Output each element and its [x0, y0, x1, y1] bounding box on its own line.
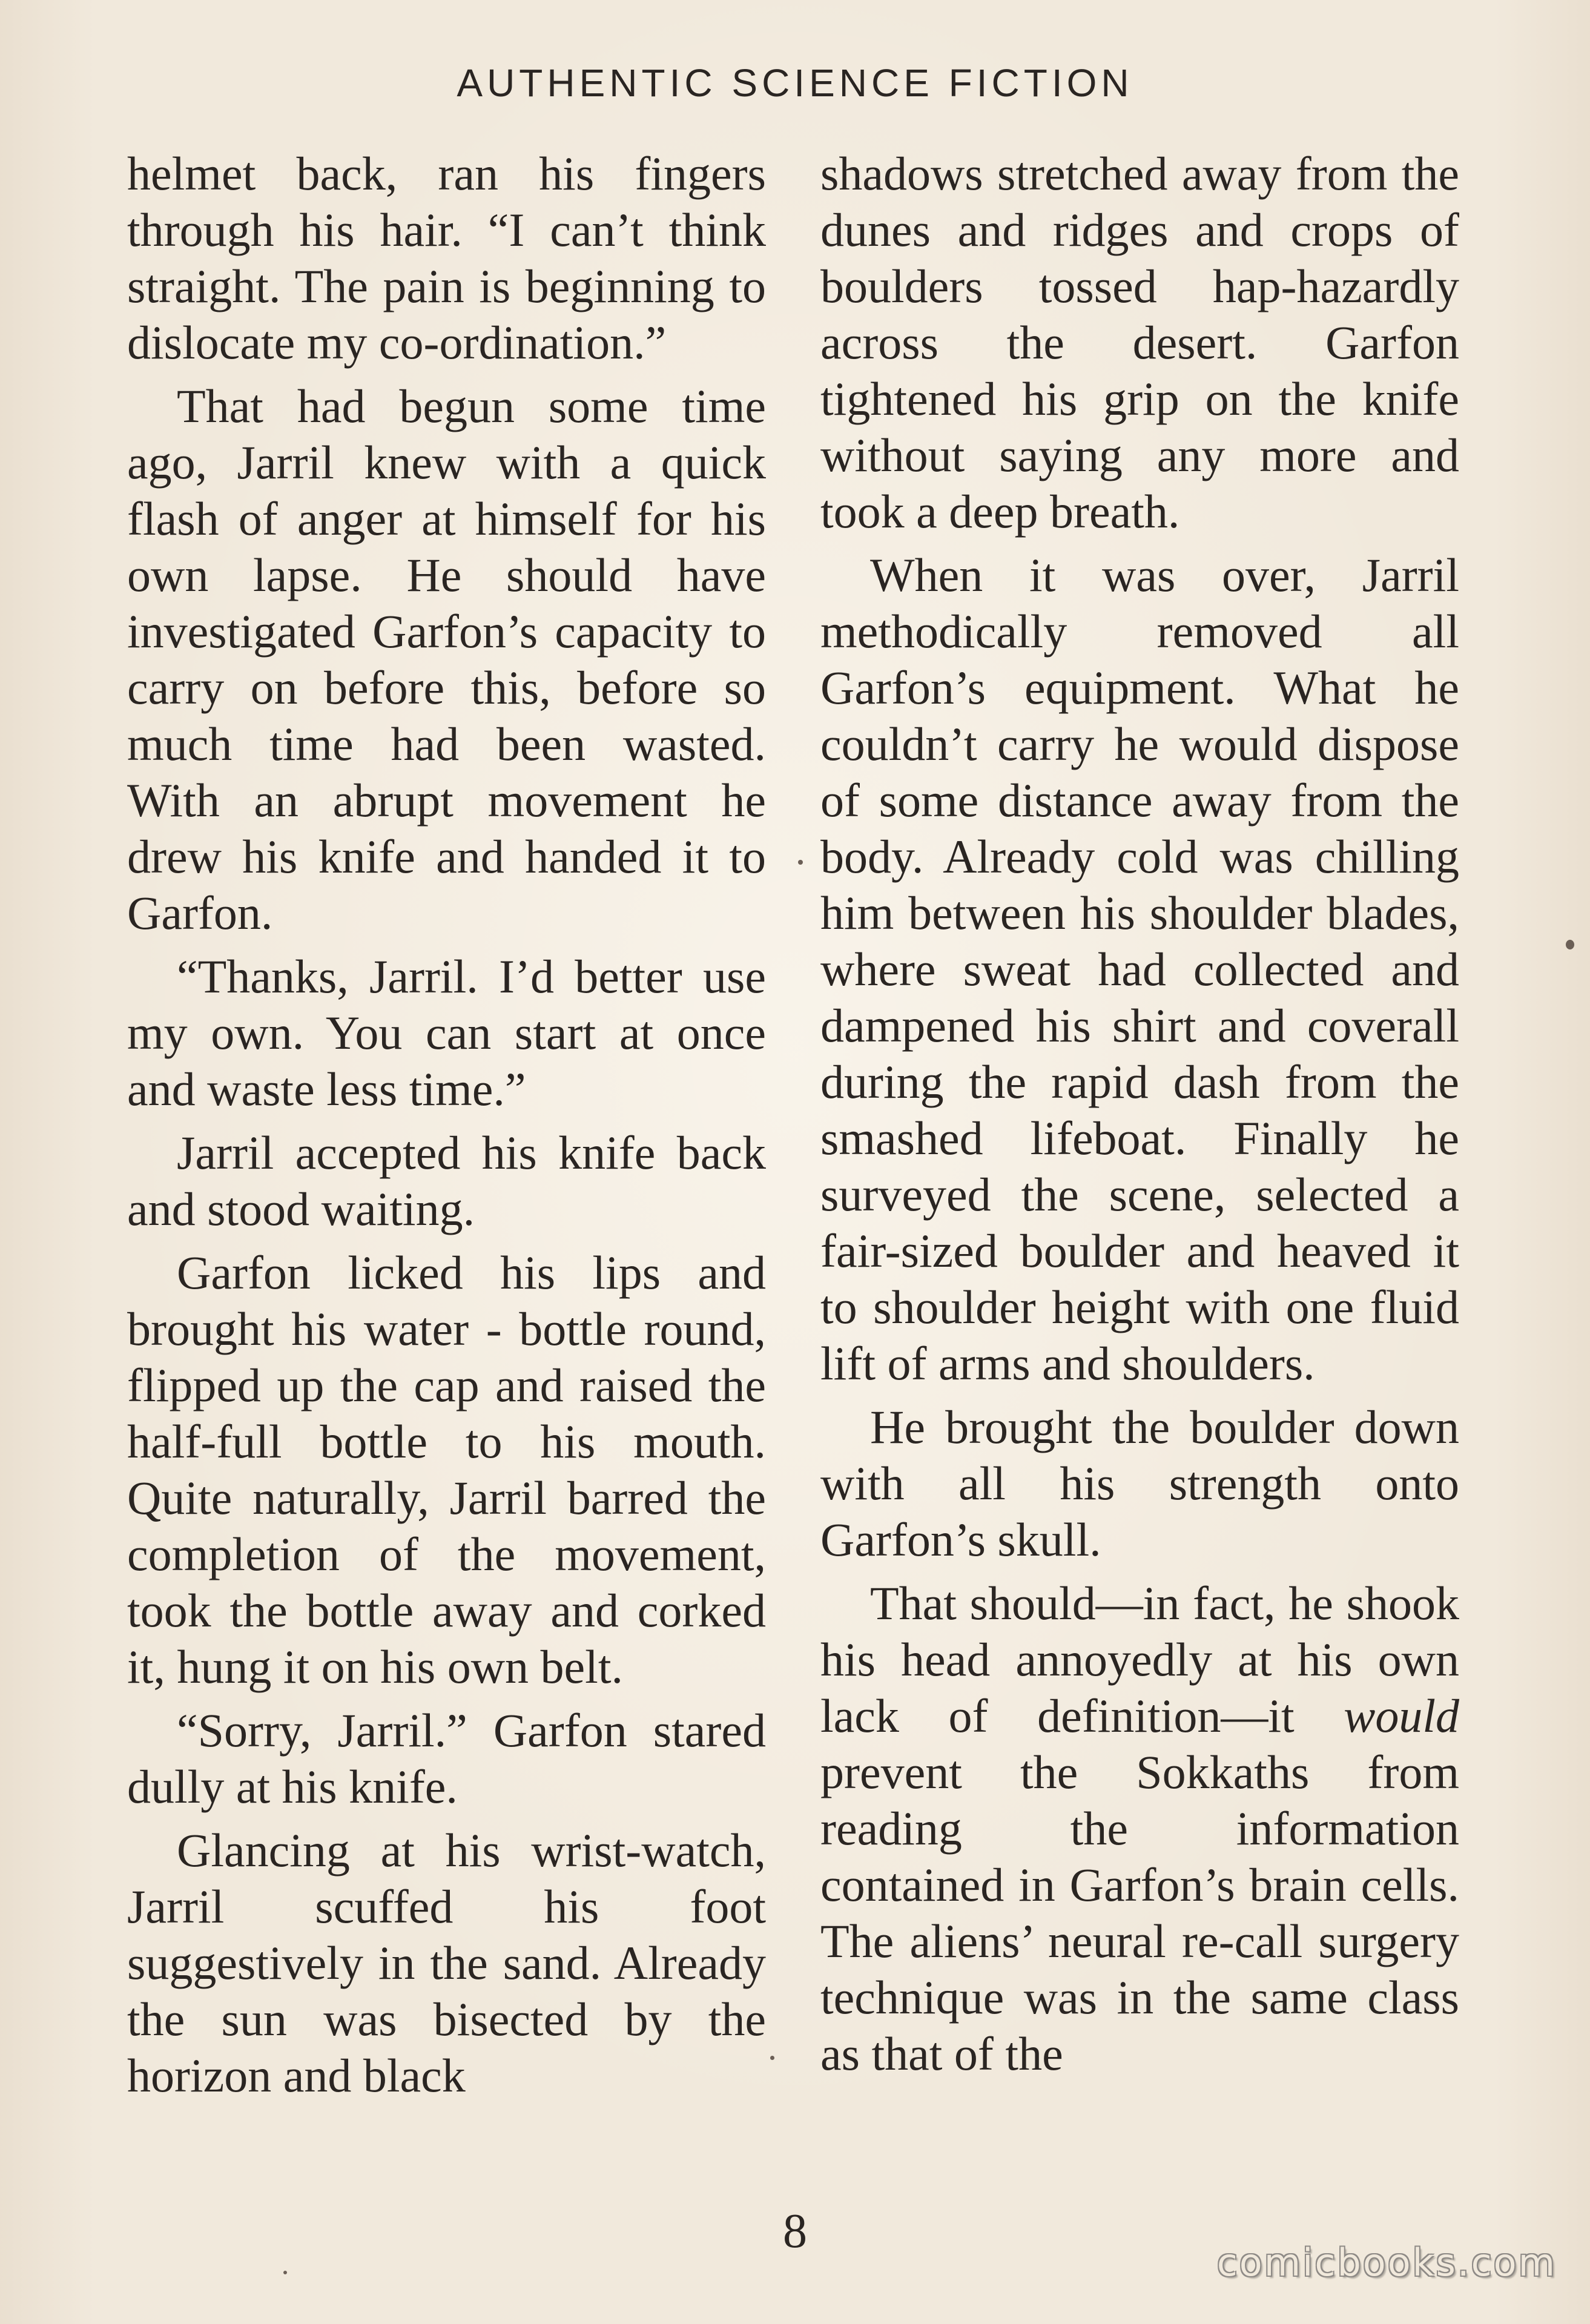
- paragraph-text: That should—in fact, he shook his head annoyedly at his own lack of definition—it: [820, 1577, 1459, 1742]
- paragraph: Garfon licked his lips and brought his water - bottle round, flipped up the cap and raised the half-full bottle to his mouth. Quite naturally, Jarril barred the completion of the movement, took the bottle away and corked it, hung it on his own belt.: [127, 1246, 766, 1693]
- paragraph: shadows stretched away from the dunes and ridges and crops of boulders tossed hap-hazardly across the desert. Garfon tightened his grip on the knife without saying any more and took a deep breath.: [820, 147, 1459, 538]
- paragraph: Jarril accepted his knife back and stood waiting.: [127, 1126, 766, 1235]
- left-column: [127, 145, 766, 2111]
- right-column: [820, 145, 1459, 2089]
- paragraph: “Thanks, Jarril. I’d better use my own. You can start at once and waste less time.”: [127, 950, 766, 1115]
- paper-speck: [283, 2271, 287, 2274]
- paragraph: He brought the boulder down with all his strength onto Garfon’s skull.: [820, 1401, 1459, 1566]
- running-title: AUTHENTIC SCIENCE FICTION: [457, 61, 1133, 105]
- paper-speck: [798, 860, 803, 865]
- paper-speck: [770, 2056, 774, 2060]
- paragraph: That had begun some time ago, Jarril knew with a quick flash of anger at himself for his own lapse. He should have investigated Garfon’s capacity to carry on before this, before so much time had been wasted. With an abrupt movement he drew his knife and handed it to Garfon.: [127, 380, 766, 939]
- watermark: comicbooks.com: [1216, 2240, 1557, 2285]
- page-number: 8: [783, 2205, 807, 2258]
- paragraph: When it was over, Jarril methodically removed all Garfon’s equipment. What he couldn’t carry he would dispose of some distance away from the body. Already cold was chilling him between his shoulder blades, where sweat had collected and dampened his shirt and coverall during the rapid dash from the smashed lifeboat. Finally he surveyed the scene, selected a fair-sized boulder and heaved it to shoulder height with one fluid lift of arms and shoulders.: [820, 549, 1459, 1390]
- paper-speck: [1566, 940, 1574, 949]
- paragraph: [820, 1575, 1459, 2082]
- paragraph: helmet back, ran his fingers through his hair. “I can’t think straight. The pain is beginning to dislocate my co-ordination.”: [127, 147, 766, 369]
- paragraph: Glancing at his wrist-watch, Jarril scuffed his foot suggestively in the sand. Already the sun was bisected by the horizon and black: [127, 1824, 766, 2102]
- paragraph-text: prevent the Sokkaths from reading the information contained in Garfon’s brain cells. The aliens’ neural re-call surgery technique was in the same class as that of the: [820, 1746, 1459, 2080]
- italic-emphasis: would: [1344, 1689, 1459, 1742]
- paragraph: “Sorry, Jarril.” Garfon stared dully at his knife.: [127, 1704, 766, 1813]
